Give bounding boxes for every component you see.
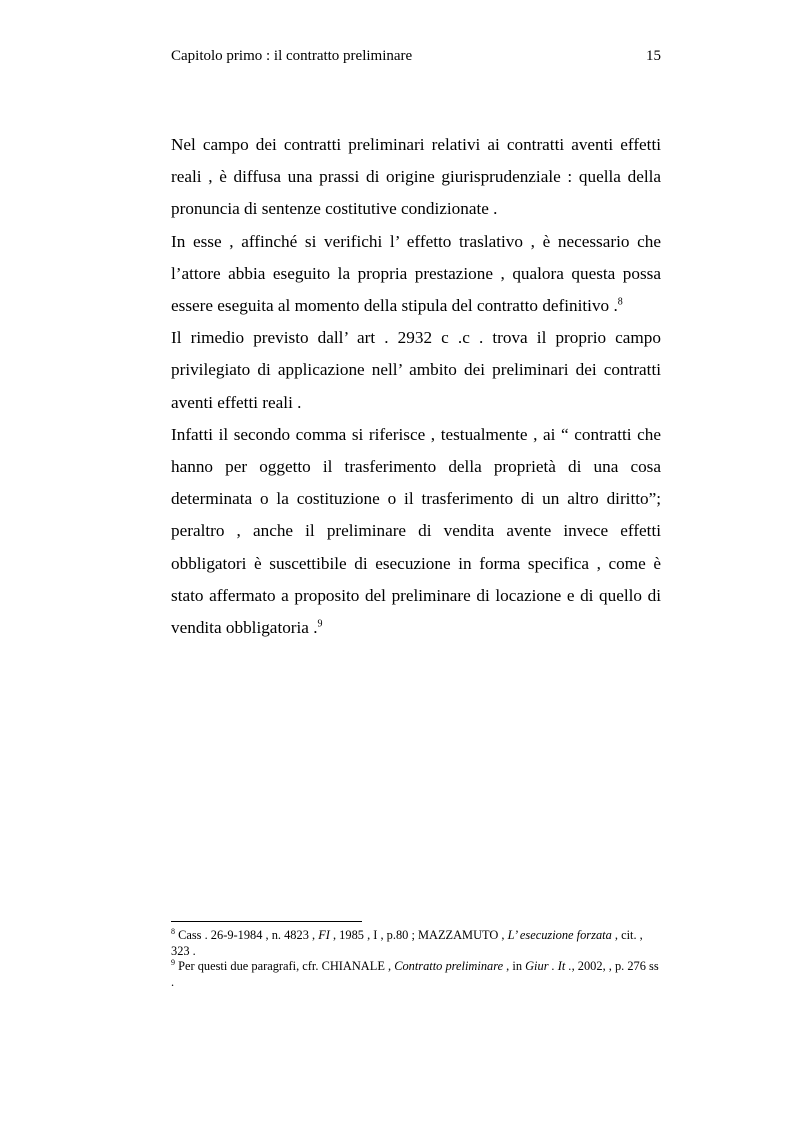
paragraph-1: Nel campo dei contratti preliminari relativi ai contratti aventi effetti reali , è diffusa una prassi di origine giurisprudenziale : quella della pronuncia di sentenze costitutive condizionate . <box>171 135 661 219</box>
footnote-number: 8 <box>171 926 175 936</box>
footnote-italic: Contratto preliminare <box>394 959 504 973</box>
footnote-text: Cass . 26-9-1984 , n. 4823 , <box>175 928 319 942</box>
footnote-text: , cit. , 323 . <box>171 928 643 958</box>
main-text <box>171 129 661 644</box>
running-header <box>171 48 661 68</box>
footnote-ref-9[interactable]: 9 <box>317 618 323 630</box>
footnote-8 <box>171 928 663 959</box>
footnote-text: Per questi due paragrafi, cfr. CHIANALE , <box>175 959 395 973</box>
footnote-italic: Giur . It ., <box>525 959 575 973</box>
paragraph-2-text: In esse , affinché si verifichi l’ effetto traslativo , è necessario che l’attore abbia eseguito la propria prestazione , qualora questa possa essere eseguita al momento della stipula del contratto definitivo . <box>171 231 661 316</box>
footnote-ref-8[interactable]: 8 <box>617 296 623 308</box>
paragraph-4 <box>171 419 661 644</box>
paragraph-4-text: Infatti il secondo comma si riferisce , testualmente , ai “ contratti che hanno per oggetto il trasferimento della proprietà di una cosa determinata o la costituzione o il trasferimento di un altro diritto”; peraltro , anche il preliminare di vendita avente invece effetti obbligatori è suscettibile di esecuzione in forma specifica , come è stato affermato a proposito del preliminare di locazione e di quello di vendita obbligatoria . <box>171 424 661 638</box>
paragraph-2 <box>171 226 661 323</box>
footnote-text: , in <box>503 959 526 973</box>
paragraph-3: Il rimedio previsto dall’ art . 2932 c .c . trova il proprio campo privilegiato di applicazione nell’ ambito dei preliminari dei contratti aventi effetti reali . <box>171 328 661 412</box>
footnotes <box>171 928 663 990</box>
footnote-text: , 1985 , I , p.80 ; MAZZAMUTO , <box>329 928 508 942</box>
footnote-9 <box>171 959 663 990</box>
footnote-separator <box>171 921 362 922</box>
footnote-text: 2002, , p. 276 ss . <box>171 959 659 989</box>
chapter-title: Capitolo primo : il contratto preliminare <box>171 48 413 64</box>
footnote-number: 9 <box>171 957 175 967</box>
footnote-italic: FI <box>318 928 330 942</box>
page-number: 15 <box>646 48 661 64</box>
footnote-italic: L’ esecuzione forzata <box>507 928 612 942</box>
